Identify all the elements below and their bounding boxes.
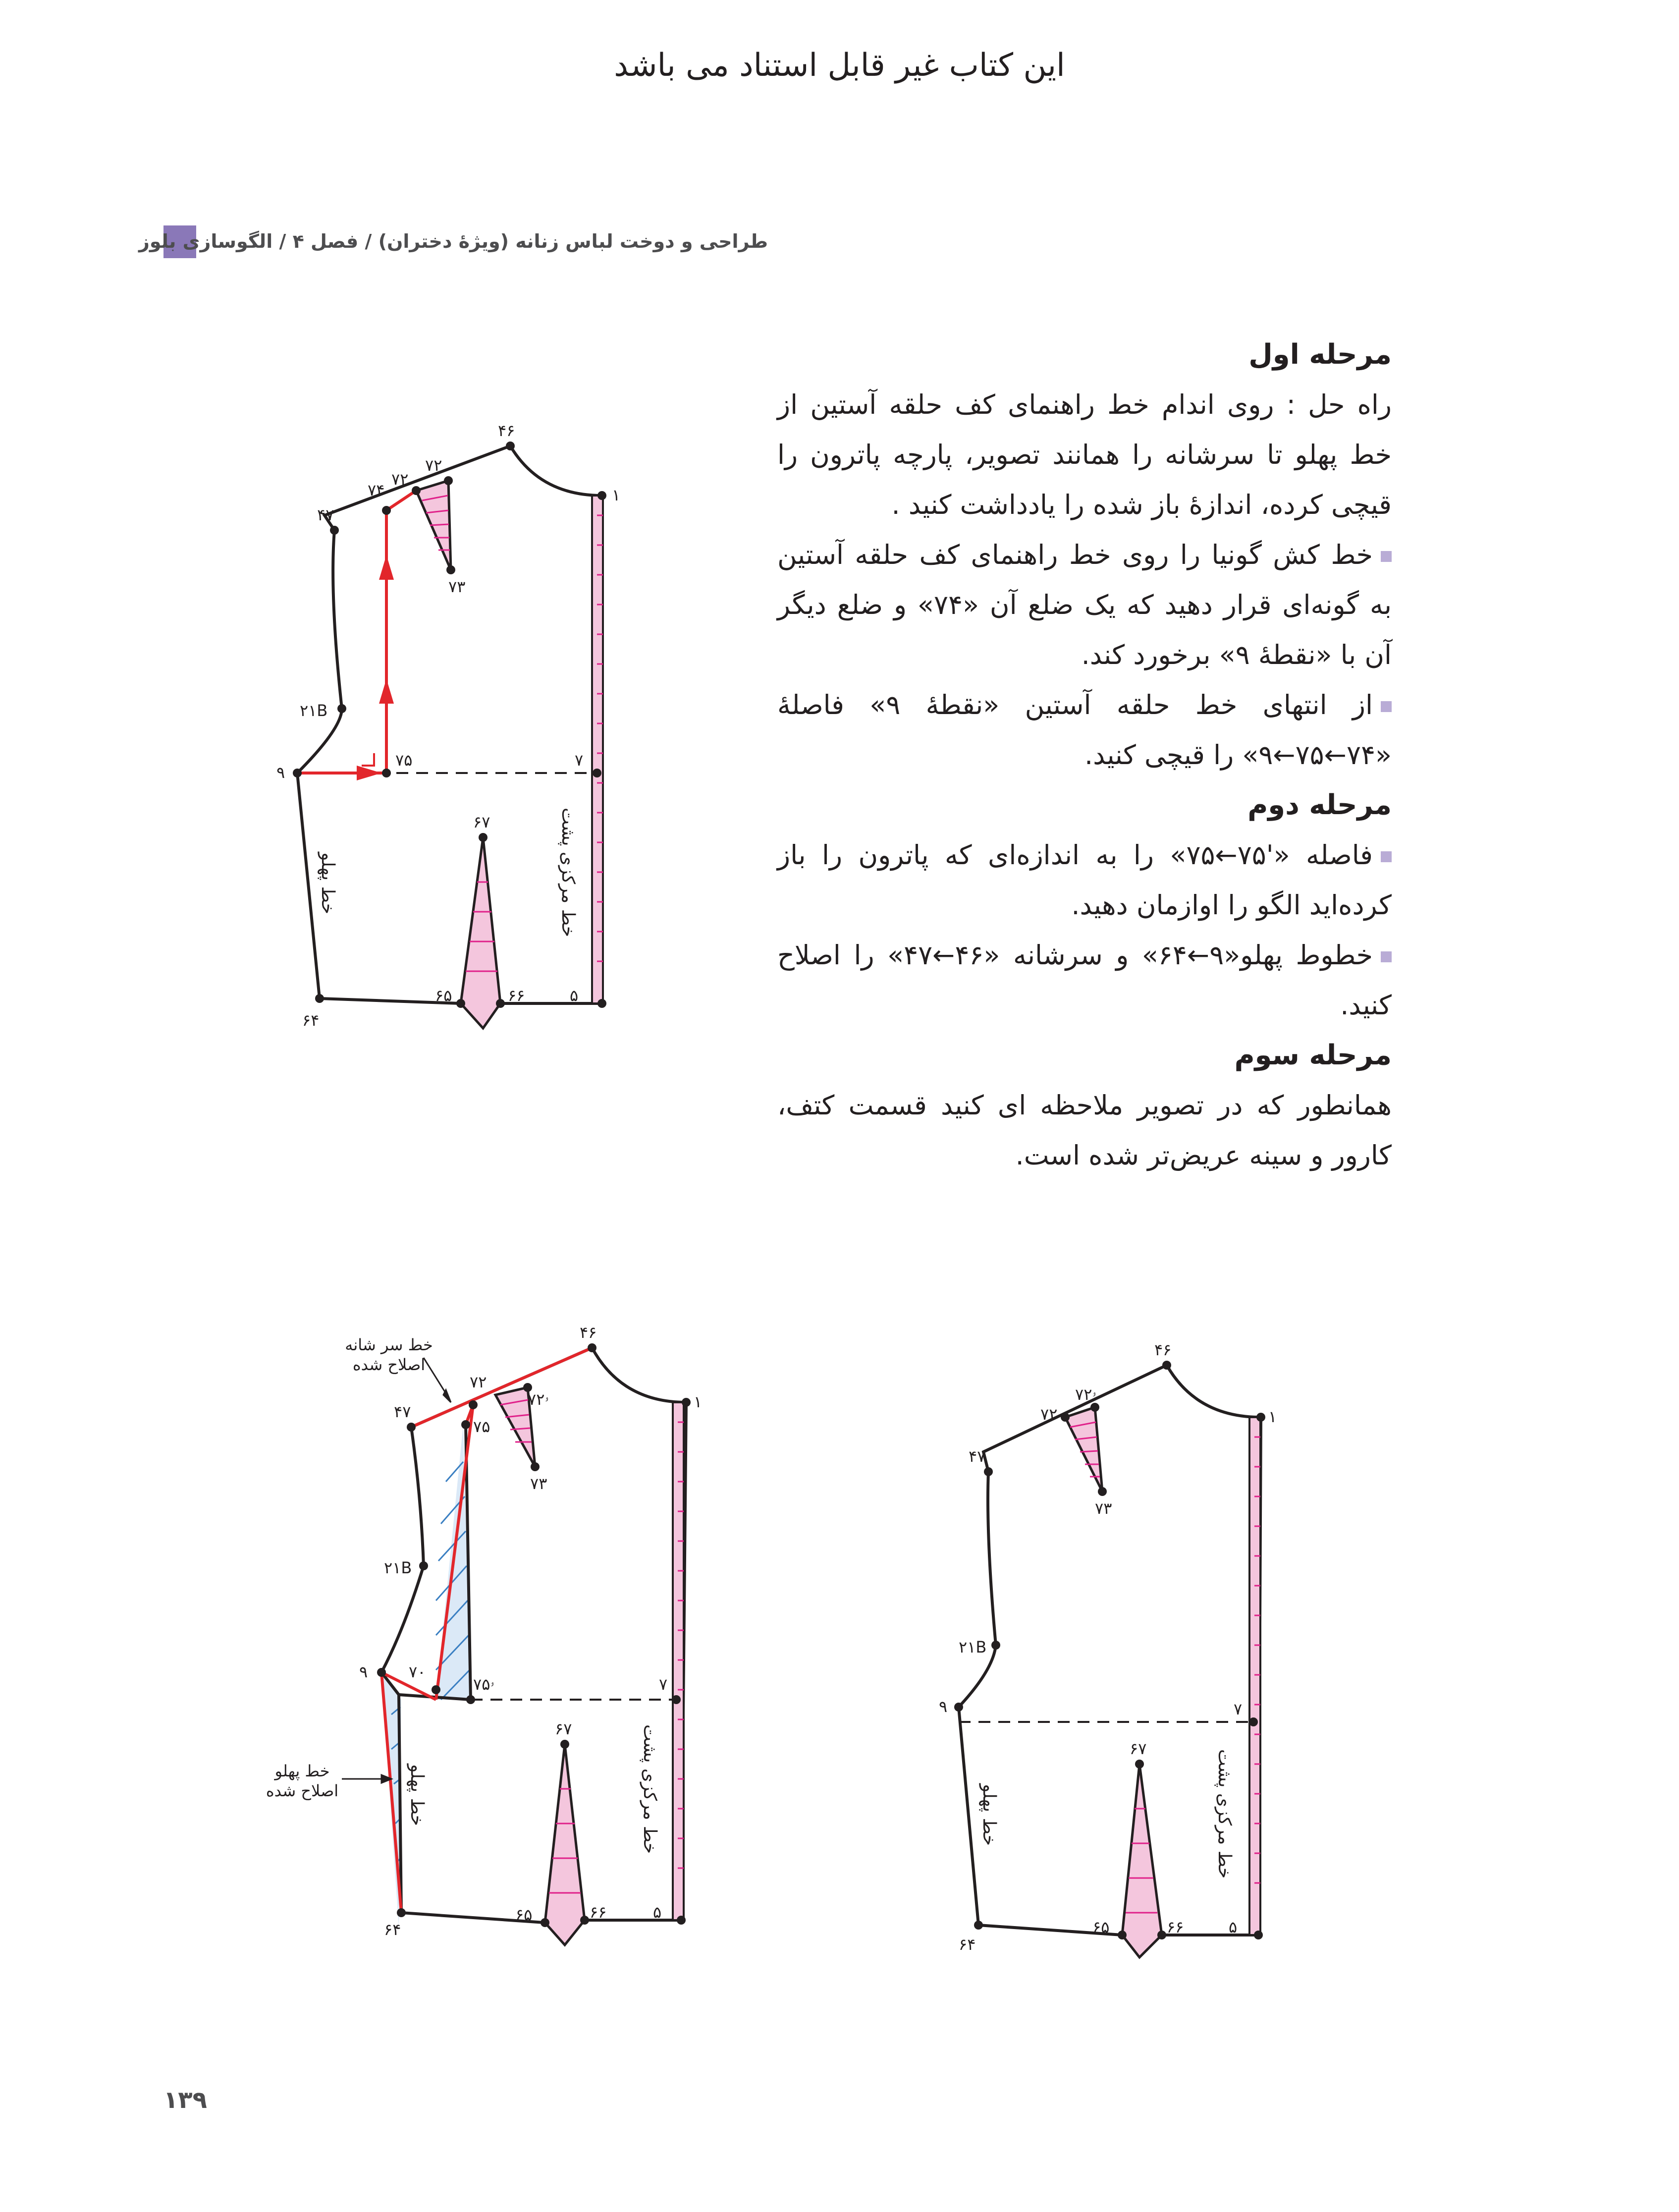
- label-64: ۶۴: [384, 1920, 401, 1939]
- label-72a: ۷۲: [391, 470, 409, 489]
- label-64: ۶۴: [302, 1011, 320, 1030]
- label-7: ۷: [575, 751, 584, 770]
- label-65: ۶۵: [1092, 1918, 1110, 1936]
- label-5: ۵: [653, 1903, 662, 1922]
- label-21b: ۲۱B: [384, 1558, 412, 1577]
- label-73: ۷۳: [530, 1474, 547, 1493]
- label-21b: ۲۱B: [959, 1638, 987, 1657]
- label-73: ۷۳: [1095, 1499, 1112, 1518]
- callout-side-line-2: اصلاح شده: [266, 1781, 339, 1800]
- breadcrumb: طراحی و دوخت لباس زنانه (ویژهٔ دختران) / فصل ۴ / الگوسازی بلوز: [138, 230, 768, 252]
- label-66: ۶۶: [508, 986, 525, 1005]
- label-73: ۷۳: [448, 577, 466, 596]
- label-65: ۶۵: [435, 986, 452, 1005]
- label-47: ۴۷: [317, 505, 334, 524]
- label-5: ۵: [1229, 1918, 1238, 1936]
- stage1-intro: راه حل : روی اندام خط راهنمای کف حلقه آستین از خط پهلو تا سرشانه را همانند تصویر، پارچه پاترون را قیچی کرده، اندازهٔ باز شده را یادداشت کنید .: [777, 389, 1392, 520]
- label-46: ۴۶: [1154, 1340, 1172, 1359]
- label-7: ۷: [659, 1675, 668, 1694]
- label-9: ۹: [939, 1697, 948, 1716]
- label-21b: ۲۱B: [300, 701, 328, 720]
- label-75-prime: ۷۵ۥ: [473, 1675, 494, 1694]
- stage3-title: مرحله سوم: [1234, 1039, 1392, 1071]
- back-center-label: خط مرکزی پشت: [558, 808, 578, 938]
- label-9: ۹: [359, 1662, 368, 1681]
- label-75: ۷۵: [395, 751, 413, 770]
- label-64: ۶۴: [959, 1935, 976, 1954]
- label-1: ۱: [612, 486, 621, 504]
- label-65: ۶۵: [515, 1905, 533, 1924]
- label-66: ۶۶: [1167, 1918, 1184, 1936]
- stage2-title: مرحله دوم: [1247, 789, 1392, 821]
- label-5: ۵: [570, 986, 579, 1005]
- stage2-bullet-1: فاصله «'۷۵←۷۵» را به اندازه‌ای که پاترون را باز کرده‌اید الگو را اوازمان دهید.: [777, 839, 1392, 921]
- callout-side-line-1: خط پهلو: [274, 1762, 330, 1780]
- label-72: ۷۲: [1040, 1405, 1058, 1424]
- stage3-text: همانطور که در تصویر ملاحظه ای کنید قسمت کتف، کارور و سینه عریض‌تر شده است.: [777, 1090, 1392, 1171]
- side-line-label: خط پهلو: [407, 1764, 427, 1826]
- page-number: ۱۳۹: [163, 2086, 207, 2114]
- stage2-bullet-2: خطوط پهلو«۹←۶۴» و سرشانه «۴۶←۴۷» را اصلاح کنید.: [777, 940, 1392, 1021]
- callout-shoulder-line-2: اصلاح شده: [352, 1355, 426, 1374]
- label-46: ۴۶: [580, 1323, 597, 1342]
- label-66: ۶۶: [590, 1903, 607, 1922]
- side-line-label: خط پهلو: [979, 1784, 999, 1846]
- back-center-label: خط مرکزی پشت: [1214, 1749, 1235, 1879]
- label-67: ۶۷: [1130, 1739, 1147, 1758]
- stage1-bullet-1: خط کش گونیا را روی خط راهنمای کف حلقه آستین به گونه‌ای قرار دهید که یک ضلع آن «۷۴» و ضلع دیگر آن با «نقطهٔ ۹» برخورد کند.: [777, 539, 1392, 670]
- side-line-label: خط پهلو: [318, 852, 338, 914]
- label-72b: ۷۲: [425, 456, 442, 475]
- label-9: ۹: [276, 763, 285, 782]
- label-74: ۷۴: [368, 481, 385, 499]
- label-47: ۴۷: [969, 1447, 986, 1466]
- watermark-text: این کتاب غیر قابل استناد می باشد: [614, 47, 1065, 84]
- label-1: ۱: [1268, 1407, 1277, 1426]
- label-72-prime: ۷۲ۥ: [528, 1390, 549, 1409]
- label-7: ۷: [1234, 1700, 1243, 1718]
- label-67: ۶۷: [555, 1719, 572, 1738]
- back-center-label: خط مرکزی پشت: [640, 1724, 660, 1854]
- callout-shoulder-line-1: خط سر شانه: [345, 1335, 433, 1354]
- label-47: ۴۷: [394, 1402, 411, 1421]
- label-46: ۴۶: [498, 421, 515, 440]
- label-72: ۷۲: [470, 1373, 487, 1391]
- label-75: ۷۵: [473, 1417, 490, 1436]
- stage1-title: مرحله اول: [1248, 338, 1392, 371]
- label-67: ۶۷: [473, 813, 490, 831]
- label-1: ۱: [694, 1392, 703, 1411]
- label-72-prime: ۷۲ۥ: [1075, 1385, 1096, 1404]
- label-70: ۷۰: [409, 1662, 426, 1681]
- stage1-bullet-2: از انتهای خط حلقه آستین «نقطهٔ ۹» فاصلهٔ «۷۴←۷۵←۹» را قیچی کنید.: [777, 689, 1392, 771]
